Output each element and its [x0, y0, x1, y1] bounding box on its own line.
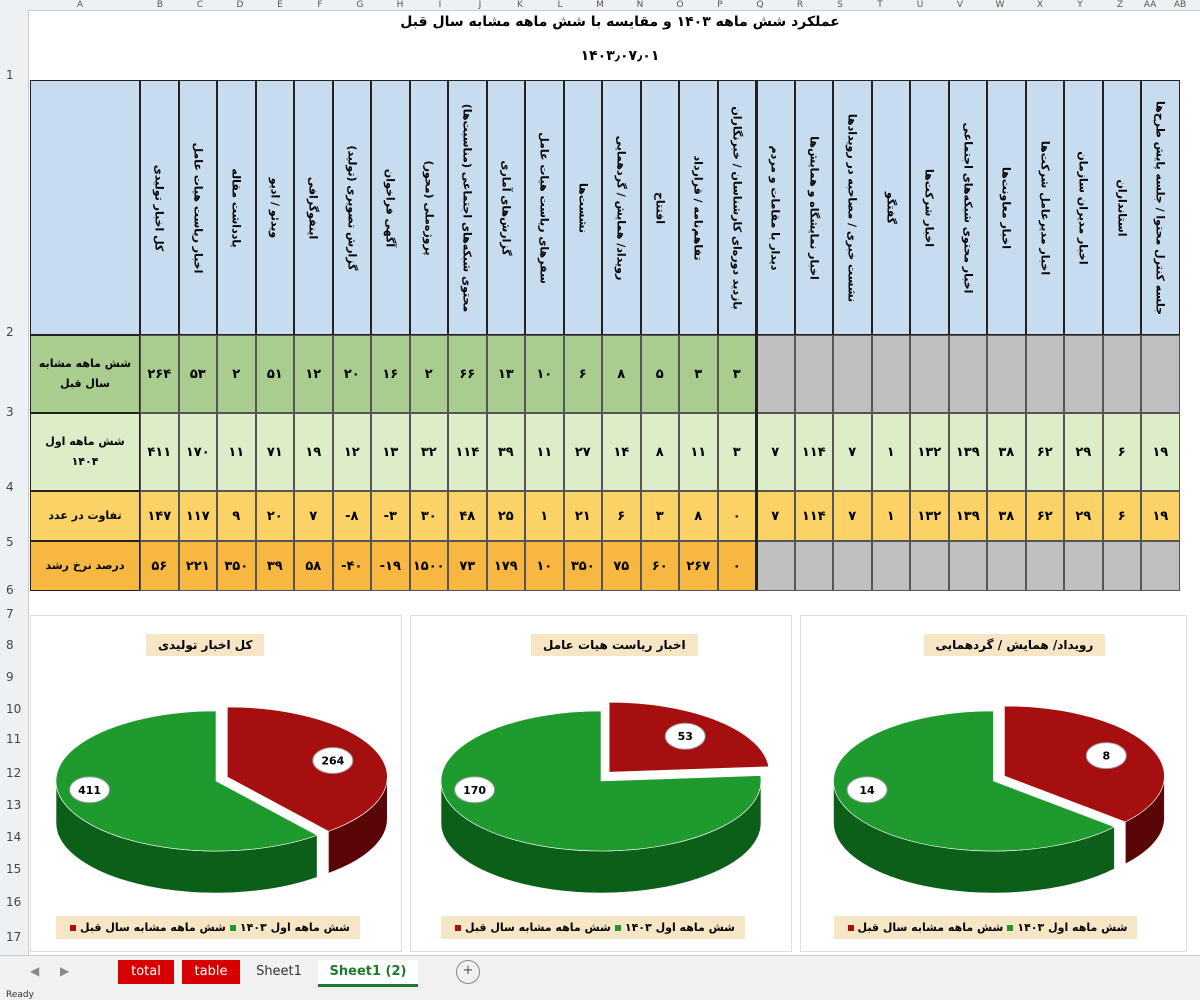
- column-letter[interactable]: AB: [1173, 0, 1187, 10]
- table-cell[interactable]: [1064, 541, 1103, 591]
- column-header-text: اخبار معاونت‌ها: [999, 166, 1013, 249]
- row-label: شش ماهه مشابه سال قبل: [30, 335, 140, 413]
- table-cell[interactable]: [987, 335, 1026, 413]
- column-letter[interactable]: U: [916, 0, 924, 10]
- column-header: [910, 80, 949, 335]
- table-cell[interactable]: ۰: [718, 541, 757, 591]
- table-cell[interactable]: ۷: [833, 491, 872, 541]
- row-number[interactable]: 9: [6, 670, 14, 684]
- column-letter[interactable]: H: [396, 0, 404, 10]
- scroll-right-icon[interactable]: ▶: [60, 964, 70, 978]
- table-cell[interactable]: ۲۲۱: [179, 541, 218, 591]
- table-cell[interactable]: ۱۶: [371, 335, 410, 413]
- column-header: [448, 80, 487, 335]
- table-cell[interactable]: [910, 335, 949, 413]
- table-cell[interactable]: ۱: [872, 413, 911, 491]
- table-cell[interactable]: ۳۹: [487, 413, 526, 491]
- column-header: [217, 80, 256, 335]
- row-header-bar: [0, 10, 29, 955]
- legend-item: [226, 921, 350, 934]
- legend-swatch: [848, 925, 854, 931]
- column-header-text: کل اخبار تولیدی: [152, 164, 166, 251]
- column-letter[interactable]: F: [317, 0, 323, 10]
- row-number[interactable]: 8: [6, 638, 14, 652]
- table-cell[interactable]: ۳: [679, 335, 718, 413]
- scroll-left-icon[interactable]: ◀: [30, 964, 40, 978]
- table-cell[interactable]: ۵۶: [140, 541, 179, 591]
- column-letter[interactable]: R: [796, 0, 804, 10]
- column-header-text: نشست خبری / مصاحبه در رویدادها: [845, 113, 859, 302]
- column-header-text: سفرهای ریاست هیات عامل: [537, 131, 551, 284]
- chart-title: اخبار ریاست هیات عامل: [531, 634, 698, 656]
- row-number[interactable]: 3: [6, 405, 14, 419]
- table-cell[interactable]: ۱۲: [294, 335, 333, 413]
- table-cell[interactable]: -۱۹: [371, 541, 410, 591]
- pie-chart[interactable]: [410, 615, 792, 952]
- table-cell[interactable]: [987, 541, 1026, 591]
- table-cell[interactable]: [1103, 541, 1142, 591]
- column-header: [487, 80, 526, 335]
- column-header: [1026, 80, 1065, 335]
- column-header-text: اخبار ریاست هیات عامل: [191, 142, 205, 273]
- table-cell[interactable]: [1141, 335, 1180, 413]
- data-label-previous: 53: [677, 730, 693, 744]
- table-cell[interactable]: ۱۷۰: [179, 413, 218, 491]
- table-cell[interactable]: ۳۲: [410, 413, 449, 491]
- table-cell[interactable]: ۶۰: [641, 541, 680, 591]
- table-cell[interactable]: [795, 335, 834, 413]
- table-cell[interactable]: ۶۶: [448, 335, 487, 413]
- column-header: [1141, 80, 1180, 335]
- table-cell[interactable]: ۳: [718, 335, 757, 413]
- table-cell[interactable]: ۱۹: [1141, 491, 1180, 541]
- pie-chart[interactable]: [30, 615, 402, 952]
- column-letter[interactable]: V: [956, 0, 964, 10]
- table-cell[interactable]: ۸: [641, 413, 680, 491]
- column-header-text: گزارش تصویری (تولید): [345, 144, 359, 271]
- table-cell[interactable]: ۷: [756, 413, 795, 491]
- sheet-tab-bar: [0, 955, 1200, 991]
- data-label-previous: 264: [321, 754, 345, 768]
- sheet-date: ۱۴۰۳٫۰۷٫۰۱: [580, 48, 660, 64]
- column-header: [525, 80, 564, 335]
- legend-item: [66, 921, 226, 934]
- column-letter[interactable]: E: [277, 0, 283, 10]
- table-cell[interactable]: ۱۱: [525, 413, 564, 491]
- column-header: [756, 80, 795, 335]
- table-cell[interactable]: ۷: [294, 491, 333, 541]
- table-cell[interactable]: [833, 541, 872, 591]
- column-header-text: رویداد/ همایش / گردهمایی: [614, 135, 628, 280]
- table-cell[interactable]: [756, 541, 795, 591]
- legend-label: شش ماهه مشابه سال قبل: [465, 921, 611, 934]
- table-cell[interactable]: ۱۰: [525, 541, 564, 591]
- table-cell[interactable]: ۷۵: [602, 541, 641, 591]
- table-cell[interactable]: [949, 335, 988, 413]
- table-cell[interactable]: ۷۳: [448, 541, 487, 591]
- table-cell[interactable]: ۲۹: [1064, 413, 1103, 491]
- table-cell[interactable]: ۸: [602, 335, 641, 413]
- table-cell[interactable]: ۱۳۹: [949, 491, 988, 541]
- row-number[interactable]: 16: [6, 895, 22, 909]
- data-label-current: 170: [463, 783, 487, 797]
- table-cell[interactable]: ۵۳: [179, 335, 218, 413]
- table-cell[interactable]: ۵: [641, 335, 680, 413]
- table-cell[interactable]: ۲۷: [564, 413, 603, 491]
- table-cell[interactable]: ۶: [1103, 491, 1142, 541]
- table-cell[interactable]: ۱۱۴: [795, 491, 834, 541]
- chart-legend: [834, 916, 1138, 939]
- chart-legend: [441, 916, 745, 939]
- row-number[interactable]: 12: [6, 766, 22, 780]
- column-header-text: دیدار با مقامات و مردم: [768, 145, 782, 270]
- table-cell[interactable]: ۹: [217, 491, 256, 541]
- legend-swatch: [70, 925, 76, 931]
- table-cell[interactable]: ۵۱: [256, 335, 295, 413]
- column-header: [987, 80, 1026, 335]
- table-cell[interactable]: ۳۵۰: [217, 541, 256, 591]
- table-cell[interactable]: ۲: [410, 335, 449, 413]
- table-cell[interactable]: ۳: [718, 413, 757, 491]
- add-sheet-button[interactable]: +: [456, 960, 480, 984]
- row-number[interactable]: 11: [6, 732, 22, 746]
- legend-item: [451, 921, 611, 934]
- chart-title: رویداد/ همایش / گردهمایی: [924, 634, 1106, 656]
- table-cell[interactable]: ۴۱۱: [140, 413, 179, 491]
- table-cell[interactable]: ۵۸: [294, 541, 333, 591]
- legend-label: شش ماهه اول ۱۴۰۳: [624, 921, 735, 934]
- column-letter[interactable]: J: [478, 0, 482, 10]
- table-cell[interactable]: ۱۳: [487, 335, 526, 413]
- table-cell[interactable]: ۱۳۲: [910, 491, 949, 541]
- column-letter[interactable]: A: [76, 0, 84, 10]
- tab-sheet1-2[interactable]: Sheet1 (2): [318, 960, 418, 987]
- column-header: [140, 80, 179, 335]
- row-label: شش ماهه اول ۱۴۰۴: [30, 413, 140, 491]
- column-header: [641, 80, 680, 335]
- table-cell[interactable]: ۴۸: [448, 491, 487, 541]
- pie-svg: [801, 686, 1186, 916]
- legend-swatch: [455, 925, 461, 931]
- column-header: [718, 80, 757, 335]
- table-cell[interactable]: [872, 541, 911, 591]
- pie-svg: [31, 686, 401, 916]
- column-header-text: گزارش‌های آماری: [499, 159, 513, 256]
- table-cell[interactable]: [1026, 335, 1065, 413]
- column-header-bar: [0, 0, 1200, 11]
- status-bar: Ready: [0, 990, 1200, 1000]
- table-cell[interactable]: ۱۴۷: [140, 491, 179, 541]
- column-letter[interactable]: AA: [1143, 0, 1157, 10]
- row-number[interactable]: 6: [6, 583, 14, 597]
- pie-svg: [411, 686, 791, 916]
- table-cell[interactable]: ۶: [602, 491, 641, 541]
- table-cell[interactable]: ۲۵: [487, 491, 526, 541]
- legend-item: [844, 921, 1004, 934]
- column-header-text: اخبار مدیران سازمان: [1076, 150, 1090, 265]
- data-table: [30, 80, 1190, 590]
- legend-swatch: [1007, 925, 1013, 931]
- table-cell[interactable]: ۱: [525, 491, 564, 541]
- column-letter[interactable]: T: [877, 0, 883, 10]
- table-cell[interactable]: ۷۱: [256, 413, 295, 491]
- data-label-previous: 8: [1102, 749, 1111, 763]
- table-cell[interactable]: [795, 541, 834, 591]
- legend-label: شش ماهه مشابه سال قبل: [80, 921, 226, 934]
- table-cell[interactable]: [1103, 335, 1142, 413]
- table-cell[interactable]: ۱۵۰۰: [410, 541, 449, 591]
- column-header-text: استانداران: [1115, 179, 1129, 236]
- column-header: [602, 80, 641, 335]
- table-cell[interactable]: ۲۶۷: [679, 541, 718, 591]
- row-number[interactable]: 10: [6, 702, 22, 716]
- row-number[interactable]: 1: [6, 68, 14, 82]
- row-number[interactable]: 4: [6, 480, 14, 494]
- table-cell[interactable]: ۱۰: [525, 335, 564, 413]
- column-header-text: بازدید دوره‌ای کارشناسان / خبرنگاران: [730, 105, 744, 310]
- column-letter[interactable]: G: [356, 0, 364, 10]
- tab-table[interactable]: table: [182, 960, 240, 984]
- legend-swatch: [615, 925, 621, 931]
- column-header: [410, 80, 449, 335]
- column-letter[interactable]: W: [995, 0, 1005, 10]
- column-header-text: افتتاح: [653, 191, 667, 224]
- table-cell[interactable]: [949, 541, 988, 591]
- table-cell[interactable]: ۶۲: [1026, 491, 1065, 541]
- sheet-title: عملکرد شش ماهه ۱۴۰۳ و مقایسه با شش ماهه مشابه سال قبل: [400, 14, 840, 30]
- column-letter[interactable]: Q: [756, 0, 764, 10]
- column-header-text: آگهی فراخوان: [383, 168, 397, 247]
- table-cell[interactable]: ۱۲: [333, 413, 372, 491]
- column-header: [179, 80, 218, 335]
- row-number[interactable]: 13: [6, 798, 22, 812]
- table-cell[interactable]: ۱: [872, 491, 911, 541]
- legend-label: شش ماهه مشابه سال قبل: [857, 921, 1004, 934]
- column-letter[interactable]: K: [517, 0, 523, 10]
- column-header-text: نشست‌ها: [576, 182, 590, 233]
- table-cell[interactable]: ۰: [718, 491, 757, 541]
- column-letter[interactable]: M: [596, 0, 604, 10]
- table-cell[interactable]: ۶۲: [1026, 413, 1065, 491]
- table-cell[interactable]: [756, 335, 795, 413]
- table-cell[interactable]: [1064, 335, 1103, 413]
- column-header: [1064, 80, 1103, 335]
- data-label-current: 14: [859, 783, 875, 797]
- table-cell[interactable]: [872, 335, 911, 413]
- row-number[interactable]: 2: [6, 325, 14, 339]
- table-cell[interactable]: ۳۰: [410, 491, 449, 541]
- column-header-text: جلسه کنترل محتوا / جلسه پایش طرح‌ها: [1153, 100, 1167, 315]
- tab-sheet1[interactable]: Sheet1: [256, 964, 302, 979]
- column-header-text: محتوی شبکه‌های اجتماعی (مناسبت‌ها): [460, 103, 474, 312]
- table-cell[interactable]: ۲: [217, 335, 256, 413]
- table-cell[interactable]: ۱۱۴: [448, 413, 487, 491]
- column-header: [679, 80, 718, 335]
- table-cell[interactable]: ۷: [756, 491, 795, 541]
- table-cell[interactable]: ۱۳۹: [949, 413, 988, 491]
- row-number[interactable]: 17: [6, 930, 22, 944]
- table-cell[interactable]: ۱۱: [217, 413, 256, 491]
- column-header-text: اخبار مدیرعامل شرکت‌ها: [1038, 140, 1052, 275]
- column-header-text: یادداشت مقاله: [229, 167, 243, 248]
- column-letter[interactable]: Y: [1077, 0, 1083, 10]
- table-cell[interactable]: ۳۹: [256, 541, 295, 591]
- table-cell[interactable]: ۲۶۴: [140, 335, 179, 413]
- table-cell[interactable]: ۱۷۹: [487, 541, 526, 591]
- row-label: درصد نرخ رشد: [30, 541, 140, 591]
- table-cell[interactable]: ۲۰: [333, 335, 372, 413]
- column-header-text: تفاهم‌نامه / قرارداد: [691, 154, 705, 261]
- table-cell[interactable]: ۲۱: [564, 491, 603, 541]
- column-letter[interactable]: D: [236, 0, 244, 10]
- table-cell[interactable]: ۱۴: [602, 413, 641, 491]
- tab-total[interactable]: total: [118, 960, 174, 984]
- column-header-text: اخبار شرکت‌ها: [922, 168, 936, 247]
- table-cell[interactable]: -۴۰: [333, 541, 372, 591]
- table-cell[interactable]: ۷: [833, 413, 872, 491]
- chart-legend: [56, 916, 360, 939]
- column-header: [795, 80, 834, 335]
- column-header: [1103, 80, 1142, 335]
- table-cell[interactable]: [910, 541, 949, 591]
- legend-item: [611, 921, 735, 934]
- column-letter[interactable]: I: [438, 0, 442, 10]
- column-letter[interactable]: N: [636, 0, 644, 10]
- row-number[interactable]: 5: [6, 535, 14, 549]
- column-header-text: ویدئو / ادیو: [268, 177, 282, 238]
- table-cell[interactable]: ۱۹: [1141, 413, 1180, 491]
- column-header: [833, 80, 872, 335]
- column-letter[interactable]: X: [1036, 0, 1044, 10]
- table-cell[interactable]: ۲۹: [1064, 491, 1103, 541]
- legend-item: [1003, 921, 1127, 934]
- column-letter[interactable]: P: [717, 0, 723, 10]
- column-header: [294, 80, 333, 335]
- column-header: [256, 80, 295, 335]
- table-cell[interactable]: ۱۱۷: [179, 491, 218, 541]
- table-cell[interactable]: ۶: [1103, 413, 1142, 491]
- row-number[interactable]: 15: [6, 862, 22, 876]
- table-cell[interactable]: ۶: [564, 335, 603, 413]
- column-letter[interactable]: Z: [1116, 0, 1124, 10]
- column-letter[interactable]: B: [156, 0, 164, 10]
- table-cell[interactable]: ۳۵۰: [564, 541, 603, 591]
- table-cell[interactable]: ۲۰: [256, 491, 295, 541]
- column-header-text: گفتگو: [884, 191, 898, 224]
- table-cell[interactable]: [833, 335, 872, 413]
- label-header: [30, 80, 140, 335]
- table-cell[interactable]: ۳۸: [987, 413, 1026, 491]
- column-header-text: پروژه‌ملی (محور): [422, 160, 436, 255]
- table-cell[interactable]: ۳۸: [987, 491, 1026, 541]
- group-divider: [755, 80, 758, 590]
- data-label-current: 411: [78, 783, 102, 797]
- column-header: [564, 80, 603, 335]
- row-label: تفاوت در عدد: [30, 491, 140, 541]
- column-header: [872, 80, 911, 335]
- legend-label: شش ماهه اول ۱۴۰۳: [1017, 921, 1128, 934]
- table-cell[interactable]: ۱۹: [294, 413, 333, 491]
- table-cell[interactable]: -۳: [371, 491, 410, 541]
- legend-swatch: [230, 925, 236, 931]
- row-number[interactable]: 7: [6, 607, 14, 621]
- column-header: [333, 80, 372, 335]
- column-header-text: اخبار نمایشگاه و همایش‌ها: [807, 135, 821, 280]
- table-cell[interactable]: ۱۳۲: [910, 413, 949, 491]
- table-cell[interactable]: ۱۳: [371, 413, 410, 491]
- column-letter[interactable]: O: [676, 0, 684, 10]
- table-cell[interactable]: -۸: [333, 491, 372, 541]
- table-cell[interactable]: ۱۱: [679, 413, 718, 491]
- column-header: [371, 80, 410, 335]
- column-header: [949, 80, 988, 335]
- pie-chart[interactable]: [800, 615, 1187, 952]
- table-cell[interactable]: ۱۱۴: [795, 413, 834, 491]
- column-letter[interactable]: C: [196, 0, 204, 10]
- column-letter[interactable]: S: [837, 0, 843, 10]
- table-cell[interactable]: [1141, 541, 1180, 591]
- column-header-text: اینفوگرافی: [306, 176, 320, 239]
- table-cell[interactable]: ۳: [641, 491, 680, 541]
- legend-label: شش ماهه اول ۱۴۰۳: [239, 921, 350, 934]
- table-cell[interactable]: [1026, 541, 1065, 591]
- column-header-text: اخبار محتوی شبکه‌های اجتماعی: [961, 122, 975, 293]
- table-cell[interactable]: ۸: [679, 491, 718, 541]
- chart-title: کل اخبار تولیدی: [146, 634, 264, 656]
- row-number[interactable]: 14: [6, 830, 22, 844]
- column-letter[interactable]: L: [557, 0, 563, 10]
